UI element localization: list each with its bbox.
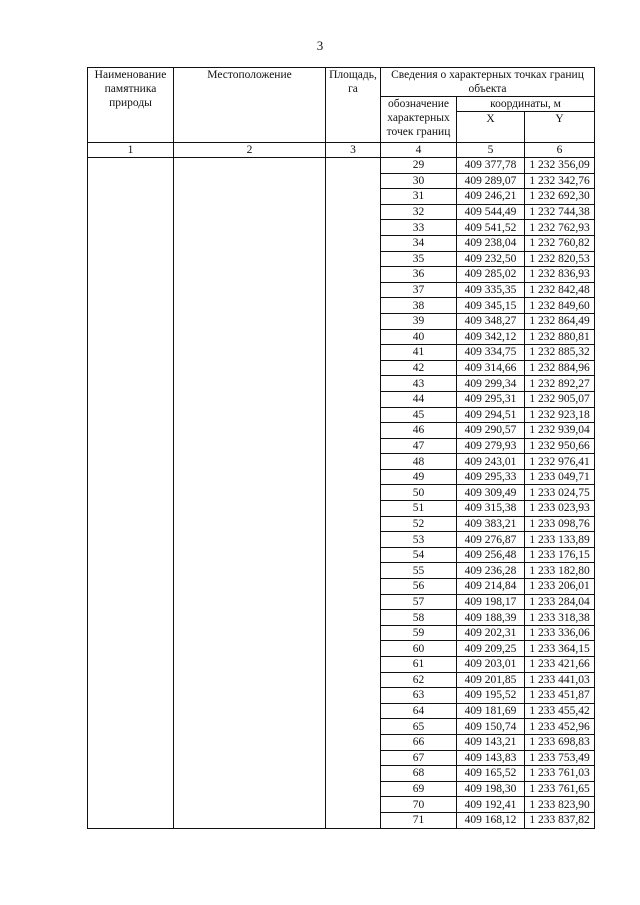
- point-number: 43: [381, 376, 457, 392]
- coord-x: 409 334,75: [457, 345, 525, 361]
- point-number: 53: [381, 532, 457, 548]
- point-number: 50: [381, 485, 457, 501]
- coord-x: 409 335,35: [457, 282, 525, 298]
- point-number: 40: [381, 329, 457, 345]
- header-point-designation: обозначение характерных точек границ: [381, 97, 457, 143]
- point-number: 36: [381, 267, 457, 283]
- coord-y: 1 233 049,71: [525, 469, 595, 485]
- coord-x: 409 279,93: [457, 438, 525, 454]
- coord-y: 1 232 836,93: [525, 267, 595, 283]
- point-number: 65: [381, 719, 457, 735]
- point-number: 69: [381, 781, 457, 797]
- col-number: 2: [174, 143, 326, 158]
- point-number: 70: [381, 797, 457, 813]
- coord-y: 1 232 976,41: [525, 454, 595, 470]
- point-number: 46: [381, 423, 457, 439]
- coord-x: 409 294,51: [457, 407, 525, 423]
- coord-y: 1 232 849,60: [525, 298, 595, 314]
- col-number: 5: [457, 143, 525, 158]
- point-number: 63: [381, 688, 457, 704]
- coord-x: 409 299,34: [457, 376, 525, 392]
- coord-x: 409 295,31: [457, 391, 525, 407]
- coord-x: 409 383,21: [457, 516, 525, 532]
- coord-y: 1 232 923,18: [525, 407, 595, 423]
- coord-y: 1 232 744,38: [525, 204, 595, 220]
- coord-x: 409 143,21: [457, 734, 525, 750]
- point-number: 33: [381, 220, 457, 236]
- coord-x: 409 345,15: [457, 298, 525, 314]
- point-number: 30: [381, 173, 457, 189]
- point-number: 54: [381, 547, 457, 563]
- coord-x: 409 348,27: [457, 313, 525, 329]
- point-number: 66: [381, 734, 457, 750]
- point-number: 49: [381, 469, 457, 485]
- coord-x: 409 202,31: [457, 625, 525, 641]
- coord-y: 1 232 905,07: [525, 391, 595, 407]
- location-cell: [174, 158, 326, 829]
- point-number: 47: [381, 438, 457, 454]
- point-number: 57: [381, 594, 457, 610]
- coord-y: 1 233 133,89: [525, 532, 595, 548]
- coord-y: 1 233 761,03: [525, 766, 595, 782]
- point-number: 61: [381, 657, 457, 673]
- point-number: 52: [381, 516, 457, 532]
- point-number: 48: [381, 454, 457, 470]
- point-number: 71: [381, 812, 457, 828]
- coord-y: 1 232 950,66: [525, 438, 595, 454]
- point-number: 32: [381, 204, 457, 220]
- coord-y: 1 233 452,96: [525, 719, 595, 735]
- coord-x: 409 314,66: [457, 360, 525, 376]
- point-number: 31: [381, 189, 457, 205]
- point-number: 55: [381, 563, 457, 579]
- col-number: 6: [525, 143, 595, 158]
- point-number: 37: [381, 282, 457, 298]
- coord-x: 409 165,52: [457, 766, 525, 782]
- coord-x: 409 198,17: [457, 594, 525, 610]
- coord-y: 1 233 024,75: [525, 485, 595, 501]
- coord-y: 1 232 884,96: [525, 360, 595, 376]
- point-number: 64: [381, 703, 457, 719]
- point-number: 29: [381, 158, 457, 174]
- coord-y: 1 232 880,81: [525, 329, 595, 345]
- coord-y: 1 232 885,32: [525, 345, 595, 361]
- coord-y: 1 232 356,09: [525, 158, 595, 174]
- coord-x: 409 243,01: [457, 454, 525, 470]
- coord-x: 409 188,39: [457, 610, 525, 626]
- point-number: 58: [381, 610, 457, 626]
- coord-y: 1 232 864,49: [525, 313, 595, 329]
- coord-x: 409 377,78: [457, 158, 525, 174]
- coord-x: 409 309,49: [457, 485, 525, 501]
- coord-x: 409 143,83: [457, 750, 525, 766]
- area-cell: [326, 158, 381, 829]
- col-number: 3: [326, 143, 381, 158]
- coord-x: 409 209,25: [457, 641, 525, 657]
- table-row: [88, 158, 595, 174]
- coord-y: 1 232 762,93: [525, 220, 595, 236]
- point-number: 39: [381, 313, 457, 329]
- coord-y: 1 232 892,27: [525, 376, 595, 392]
- header-name: Наименование памятника природы: [88, 68, 174, 143]
- coord-y: 1 233 318,38: [525, 610, 595, 626]
- coord-x: 409 201,85: [457, 672, 525, 688]
- header-points-info: Сведения о характерных точках границ объекта: [381, 68, 595, 97]
- coord-y: 1 233 206,01: [525, 579, 595, 595]
- coord-x: 409 198,30: [457, 781, 525, 797]
- point-number: 67: [381, 750, 457, 766]
- coord-x: 409 315,38: [457, 501, 525, 517]
- point-number: 60: [381, 641, 457, 657]
- coord-x: 409 203,01: [457, 657, 525, 673]
- coord-y: 1 233 698,83: [525, 734, 595, 750]
- coord-x: 409 544,49: [457, 204, 525, 220]
- coord-x: 409 285,02: [457, 267, 525, 283]
- point-number: 62: [381, 672, 457, 688]
- coord-x: 409 214,84: [457, 579, 525, 595]
- coord-x: 409 195,52: [457, 688, 525, 704]
- col-number: 1: [88, 143, 174, 158]
- header-coordinates: координаты, м: [457, 97, 595, 112]
- header-y: Y: [525, 112, 595, 143]
- coord-y: 1 233 421,66: [525, 657, 595, 673]
- coord-y: 1 233 176,15: [525, 547, 595, 563]
- coord-x: 409 342,12: [457, 329, 525, 345]
- header-location: Местоположение: [174, 68, 326, 143]
- point-number: 44: [381, 391, 457, 407]
- table-body: [88, 158, 595, 829]
- coord-x: 409 238,04: [457, 235, 525, 251]
- coord-y: 1 232 692,30: [525, 189, 595, 205]
- coord-y: 1 233 098,76: [525, 516, 595, 532]
- point-number: 51: [381, 501, 457, 517]
- point-number: 59: [381, 625, 457, 641]
- boundary-points-table: [87, 67, 595, 829]
- coord-x: 409 192,41: [457, 797, 525, 813]
- coord-y: 1 233 336,06: [525, 625, 595, 641]
- header-x: X: [457, 112, 525, 143]
- coord-y: 1 233 753,49: [525, 750, 595, 766]
- coord-x: 409 236,28: [457, 563, 525, 579]
- coord-x: 409 276,87: [457, 532, 525, 548]
- coord-x: 409 246,21: [457, 189, 525, 205]
- coord-y: 1 232 939,04: [525, 423, 595, 439]
- col-number: 4: [381, 143, 457, 158]
- coord-y: 1 233 182,80: [525, 563, 595, 579]
- coord-y: 1 232 820,53: [525, 251, 595, 267]
- coord-y: 1 233 284,04: [525, 594, 595, 610]
- coord-y: 1 233 823,90: [525, 797, 595, 813]
- point-number: 45: [381, 407, 457, 423]
- coord-x: 409 256,48: [457, 547, 525, 563]
- coord-x: 409 289,07: [457, 173, 525, 189]
- coord-y: 1 233 761,65: [525, 781, 595, 797]
- point-number: 68: [381, 766, 457, 782]
- coord-y: 1 232 842,48: [525, 282, 595, 298]
- coord-x: 409 295,33: [457, 469, 525, 485]
- name-cell: [88, 158, 174, 829]
- coord-x: 409 181,69: [457, 703, 525, 719]
- point-number: 34: [381, 235, 457, 251]
- coord-y: 1 233 455,42: [525, 703, 595, 719]
- header-area: Площадь, га: [326, 68, 381, 143]
- coord-y: 1 233 364,15: [525, 641, 595, 657]
- point-number: 35: [381, 251, 457, 267]
- coord-y: 1 233 837,82: [525, 812, 595, 828]
- page-number: 3: [316, 38, 324, 53]
- point-number: 38: [381, 298, 457, 314]
- coord-x: 409 168,12: [457, 812, 525, 828]
- point-number: 41: [381, 345, 457, 361]
- coord-y: 1 232 342,76: [525, 173, 595, 189]
- coord-x: 409 290,57: [457, 423, 525, 439]
- coord-x: 409 232,50: [457, 251, 525, 267]
- point-number: 56: [381, 579, 457, 595]
- point-number: 42: [381, 360, 457, 376]
- coord-y: 1 232 760,82: [525, 235, 595, 251]
- coord-x: 409 150,74: [457, 719, 525, 735]
- coord-y: 1 233 441,03: [525, 672, 595, 688]
- coord-y: 1 233 451,87: [525, 688, 595, 704]
- coord-x: 409 541,52: [457, 220, 525, 236]
- coord-y: 1 233 023,93: [525, 501, 595, 517]
